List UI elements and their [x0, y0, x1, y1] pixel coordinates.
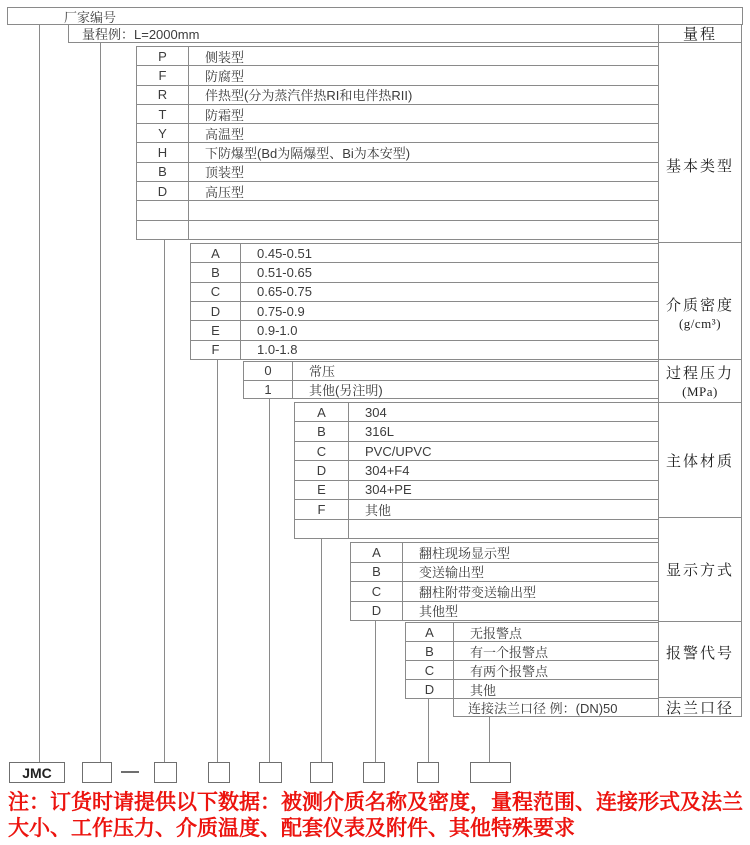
selection-row — [137, 66, 658, 85]
option-code: A — [406, 623, 454, 641]
option-desc: 高温型 — [205, 126, 245, 142]
selection-row — [137, 163, 658, 182]
connector-line — [164, 240, 165, 762]
option-desc: 其他(另注明) — [309, 382, 383, 398]
selection-row — [351, 563, 658, 583]
option-desc: 316L — [365, 424, 394, 440]
connector-line — [428, 698, 429, 762]
selection-row — [137, 47, 658, 66]
option-code: C — [295, 442, 349, 460]
selection-row — [406, 661, 658, 680]
selection-row — [406, 680, 658, 698]
order-note-line1: 注：订货时请提供以下数据：被测介质名称及密度，量程范围、连接形式及法兰 — [8, 791, 743, 814]
selection-row — [295, 520, 658, 538]
dash-separator — [121, 771, 139, 773]
label-cell-material — [658, 403, 742, 518]
option-code: R — [137, 86, 189, 104]
label-pressure-unit: (MPa) — [682, 384, 718, 399]
selection-row — [244, 381, 658, 399]
selection-row — [137, 201, 658, 220]
model-prefix-box — [9, 762, 65, 783]
selection-row — [191, 321, 658, 340]
option-desc: 有一个报警点 — [470, 644, 549, 660]
manufacturer-code-row — [7, 7, 743, 25]
option-code: 1 — [244, 381, 293, 399]
option-desc: 侧装型 — [205, 49, 245, 65]
option-desc: 有两个报警点 — [470, 663, 549, 679]
connector-line — [489, 717, 490, 762]
option-desc: PVC/UPVC — [365, 443, 432, 459]
option-desc: 其他 — [470, 682, 497, 698]
selection-row — [406, 623, 658, 642]
option-code: B — [295, 422, 349, 440]
option-desc: 下防爆型(Bd为隔爆型、Bi为本安型) — [205, 146, 411, 162]
option-code: F — [295, 500, 349, 518]
selection-row — [137, 182, 658, 201]
option-code: Y — [137, 124, 189, 142]
selection-row — [191, 263, 658, 282]
label-density: 介质密度 — [665, 298, 734, 314]
option-code: D — [295, 461, 349, 479]
option-code: B — [406, 642, 454, 660]
label-basic-type: 基本类型 — [665, 159, 734, 175]
option-code: B — [191, 263, 241, 281]
option-desc — [189, 221, 658, 239]
manufacturer-code-label: 厂家编号 — [64, 9, 117, 25]
option-code — [137, 201, 189, 219]
label-display: 显示方式 — [665, 563, 734, 579]
option-code: P — [137, 47, 189, 65]
code-box-basic — [154, 762, 177, 783]
selection-row — [137, 124, 658, 143]
option-desc: 顶装型 — [205, 165, 245, 181]
option-code: C — [191, 283, 241, 301]
label-cell-flange — [658, 698, 742, 717]
label-density-unit: (g/cm³) — [678, 316, 722, 331]
option-code: 0 — [244, 362, 293, 380]
option-code: D — [351, 602, 403, 621]
selection-row — [295, 422, 658, 441]
selection-row — [137, 105, 658, 124]
label-cell-range — [658, 25, 742, 43]
option-desc: 0.75-0.9 — [257, 303, 305, 319]
option-desc: 变送输出型 — [419, 565, 485, 581]
selection-row — [137, 143, 658, 162]
selection-row — [191, 341, 658, 359]
label-cell-density — [658, 243, 742, 360]
selection-row — [295, 481, 658, 500]
model-prefix-label: JMC — [22, 764, 52, 781]
option-desc: 304 — [365, 404, 387, 420]
option-desc — [189, 201, 658, 219]
connector-line — [269, 399, 270, 762]
option-desc: 0.9-1.0 — [257, 322, 298, 338]
option-desc: 翻柱附带变送输出型 — [419, 584, 537, 600]
block-density — [190, 243, 658, 360]
label-cell-display — [658, 518, 742, 622]
option-code — [295, 520, 349, 538]
option-desc: 304+PE — [365, 482, 412, 498]
option-desc: 0.51-0.65 — [257, 264, 312, 280]
option-code: B — [137, 163, 189, 181]
connector-line — [100, 43, 101, 762]
code-box-flange — [470, 762, 511, 783]
selection-row — [191, 302, 658, 321]
option-code: D — [191, 302, 241, 320]
selection-row — [137, 221, 658, 239]
code-box-density — [208, 762, 230, 783]
selection-row — [406, 642, 658, 661]
option-code: B — [351, 563, 403, 582]
flange-size-text: 连接法兰口径 例：(DN)50 — [468, 701, 618, 716]
selection-row — [295, 403, 658, 422]
option-code: E — [295, 481, 349, 499]
option-desc: 304+F4 — [365, 462, 410, 478]
code-box-alarm — [417, 762, 439, 783]
label-pressure: 过程压力 — [665, 366, 734, 382]
block-display — [350, 542, 658, 621]
option-desc: 0.65-0.75 — [257, 284, 312, 300]
block-basic-type — [136, 46, 658, 240]
selection-row — [295, 500, 658, 519]
connector-line — [217, 360, 218, 762]
option-desc — [349, 520, 658, 538]
block-material — [294, 402, 658, 539]
option-code: F — [191, 341, 241, 359]
option-desc: 防霜型 — [205, 107, 245, 123]
range-example-row — [68, 24, 658, 43]
selection-row — [137, 86, 658, 105]
option-code: D — [137, 182, 189, 200]
option-desc: 其他 — [365, 502, 392, 518]
option-desc: 高压型 — [205, 184, 245, 200]
label-material: 主体材质 — [665, 453, 734, 470]
selection-row — [351, 543, 658, 563]
option-desc: 1.0-1.8 — [257, 342, 298, 358]
block-alarm — [405, 622, 658, 699]
selection-row — [191, 244, 658, 263]
option-code: C — [351, 582, 403, 601]
option-code: A — [295, 403, 349, 421]
option-code: F — [137, 66, 189, 84]
block-pressure — [243, 361, 658, 399]
option-desc: 翻柱现场显示型 — [419, 545, 511, 561]
code-box-pressure — [259, 762, 282, 783]
option-desc: 常压 — [309, 364, 336, 380]
option-desc: 无报警点 — [470, 625, 523, 641]
selection-row — [191, 283, 658, 302]
range-example-label: 量程例：L=2000mm — [82, 27, 200, 42]
code-box-display — [363, 762, 385, 783]
order-note — [8, 790, 748, 842]
option-code: D — [406, 680, 454, 698]
selection-row — [351, 602, 658, 621]
code-box-material — [310, 762, 333, 783]
option-desc: 其他型 — [419, 604, 459, 620]
option-code — [137, 221, 189, 239]
selection-row — [351, 582, 658, 602]
option-desc: 伴热型(分为蒸汽伴热RI和电伴热RII) — [205, 88, 413, 104]
option-desc: 防腐型 — [205, 68, 245, 84]
label-range: 量程 — [682, 27, 717, 43]
flange-size-row — [453, 698, 658, 717]
order-note-line2: 大小、工作压力、介质温度、配套仪表及附件、其他特殊要求 — [8, 817, 575, 840]
connector-line — [375, 621, 376, 762]
connector-line — [321, 539, 322, 762]
label-alarm: 报警代号 — [665, 646, 734, 662]
option-desc: 0.45-0.51 — [257, 245, 312, 261]
selection-row — [244, 362, 658, 381]
label-flange: 法兰口径 — [665, 700, 734, 717]
option-code: C — [406, 661, 454, 679]
option-code: H — [137, 143, 189, 161]
selection-row — [295, 442, 658, 461]
option-code: E — [191, 321, 241, 339]
selection-row — [295, 461, 658, 480]
option-code: T — [137, 105, 189, 123]
label-cell-alarm — [658, 622, 742, 698]
option-code: A — [191, 244, 241, 262]
label-cell-pressure — [658, 360, 742, 403]
label-cell-basic-type — [658, 43, 742, 243]
option-code: A — [351, 543, 403, 562]
connector-line — [39, 25, 40, 762]
code-box-range — [82, 762, 112, 783]
